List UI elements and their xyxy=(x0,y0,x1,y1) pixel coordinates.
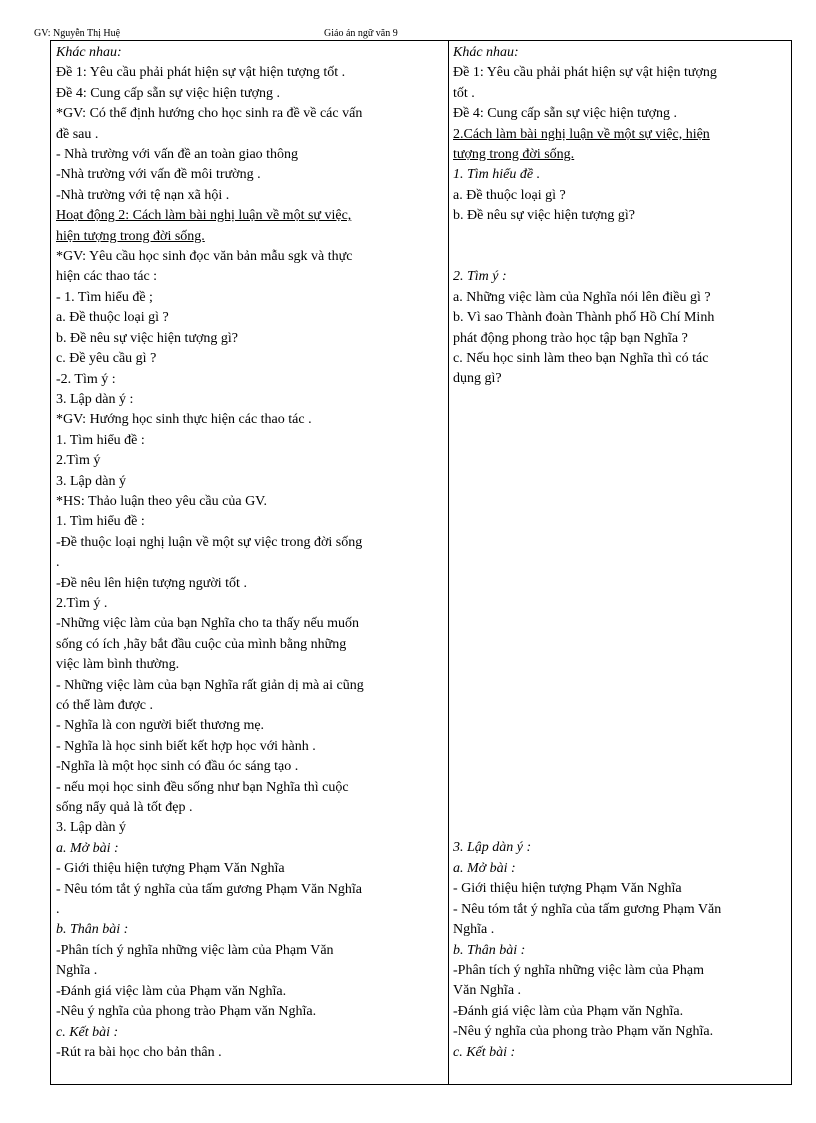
text-line: 3. Lập dàn ý xyxy=(56,473,126,489)
text-line: - Giới thiệu hiện tượng Phạm Văn Nghĩa xyxy=(56,861,285,877)
text-line: Đề 1: Yêu cầu phải phát hiện sự vật hiện tượng tốt . xyxy=(56,65,346,81)
text-line: -Những việc làm của bạn Nghĩa cho ta thấy nếu muốn xyxy=(56,616,360,632)
text-line: 3. Lập dàn ý : xyxy=(56,391,134,407)
section-heading: Hoạt động 2: Cách làm bài nghị luận về một sự việc, xyxy=(56,208,352,224)
text-line: -Nêu ý nghĩa của phong trào Phạm văn Nghĩa. xyxy=(453,1024,714,1040)
spacer xyxy=(453,247,787,267)
text-line: sống có ích ,hãy bắt đầu cuộc của mình bằng những xyxy=(56,636,347,652)
text-line: Đề 4: Cung cấp sẵn sự việc hiện tượng . xyxy=(56,85,280,101)
text-line: . xyxy=(56,555,60,571)
text-line: b. Thân bài : xyxy=(453,942,526,958)
text-line: 2.Tìm ý . xyxy=(56,595,108,611)
text-line: việc làm bình thường. xyxy=(56,657,180,673)
text-line: - Những việc làm của bạn Nghĩa rất giản dị mà ai cũng xyxy=(56,677,364,693)
text-line: c. Kết bài : xyxy=(56,1024,119,1040)
document-title: Giáo án ngữ văn 9 xyxy=(324,28,398,39)
text-line: - 1. Tìm hiểu đề ; xyxy=(56,289,153,305)
spacer xyxy=(453,227,787,247)
text-line: Nghĩa . xyxy=(453,922,495,938)
text-line: - Nghĩa là con người biết thương mẹ. xyxy=(56,718,265,734)
text-line: a. Đề thuộc loại gì ? xyxy=(453,187,566,203)
text-line: -Nghĩa là một học sinh có đầu óc sáng tạo . xyxy=(56,759,299,775)
text-line: Khác nhau: xyxy=(453,45,519,60)
lesson-table xyxy=(50,40,792,1085)
text-line: *GV: Yêu cầu học sinh đọc văn bản mẫu sgk và thực xyxy=(56,249,353,265)
text-line: - Giới thiệu hiện tượng Phạm Văn Nghĩa xyxy=(453,881,682,897)
text-line: 2.Tìm ý xyxy=(56,453,101,469)
text-line: -Đánh giá việc làm của Phạm văn Nghĩa. xyxy=(453,1003,684,1019)
text-line: -Phân tích ý nghĩa những việc làm của Phạm Văn xyxy=(56,942,334,958)
text-line: -Đề thuộc loại nghị luận về một sự việc trong đời sống xyxy=(56,534,363,550)
text-line: Đề 1: Yêu cầu phải phát hiện sự vật hiện tượng xyxy=(453,65,717,81)
text-line: có thể làm được . xyxy=(56,698,154,713)
text-line: dụng gì? xyxy=(453,371,502,387)
text-line: sống nẩy quả là tốt đẹp . xyxy=(56,800,193,816)
text-line: c. Đề yêu cầu gì ? xyxy=(56,351,157,367)
text-line: a. Những việc làm của Nghĩa nói lên điều gì ? xyxy=(453,289,711,305)
section-heading: tượng trong đời sống. xyxy=(453,147,575,163)
text-line: -Nhà trường với tệ nạn xã hội . xyxy=(56,187,230,203)
column-divider xyxy=(448,41,449,1084)
text-line: phát động phong trào học tập bạn Nghĩa ? xyxy=(453,330,688,346)
text-line: Đề 4: Cung cấp sẵn sự việc hiện tượng . xyxy=(453,106,677,122)
text-line: *GV: Có thể định hướng cho học sinh ra đề về các vấn xyxy=(56,106,363,122)
text-line: 1. Tìm hiểu đề . xyxy=(453,167,541,183)
text-line: Nghĩa . xyxy=(56,963,98,979)
section-heading: 2.Cách làm bài nghị luận về một sự việc, hiện xyxy=(453,126,710,142)
text-line: -Phân tích ý nghĩa những việc làm của Phạm xyxy=(453,962,704,978)
text-line: - Nêu tóm tắt ý nghĩa của tấm gương Phạm Văn xyxy=(453,901,722,917)
text-line: hiện các thao tác : xyxy=(56,269,158,285)
text-line: -Rút ra bài học cho bản thân . xyxy=(56,1044,222,1060)
text-line: b. Đề nêu sự việc hiện tượng gì? xyxy=(56,330,238,346)
text-line: đề sau . xyxy=(56,126,99,142)
text-line: Văn Nghĩa . xyxy=(453,983,522,999)
text-line: c. Kết bài : xyxy=(453,1044,516,1060)
teacher-name: GV: Nguyễn Thị Huệ xyxy=(34,28,121,39)
text-line: - Nhà trường với vấn đề an toàn giao thông xyxy=(56,147,299,163)
left-column-activities xyxy=(56,43,441,1063)
text-line: - Nghĩa là học sinh biết kết hợp học với hành . xyxy=(56,738,316,754)
text-line: *HS: Thảo luận theo yêu cầu của GV. xyxy=(56,493,267,509)
text-line: Khác nhau: xyxy=(56,45,122,60)
text-line: -Nêu ý nghĩa của phong trào Phạm văn Nghĩa. xyxy=(56,1004,317,1020)
text-line: - nếu mọi học sinh đều sống như bạn Nghĩa thì cuộc xyxy=(56,779,349,795)
text-line: -Nhà trường với vấn đề môi trường . xyxy=(56,167,261,183)
right-column-content xyxy=(453,43,787,1063)
text-line: -Đề nêu lên hiện tượng người tốt . xyxy=(56,575,247,591)
text-line: tốt . xyxy=(453,85,475,101)
text-line: - Nêu tóm tắt ý nghĩa của tấm gương Phạm Văn Nghĩa xyxy=(56,881,362,897)
text-line: 3. Lập dàn ý xyxy=(56,820,126,836)
text-line: a. Đề thuộc loại gì ? xyxy=(56,310,169,326)
text-line: a. Mở bài : xyxy=(56,840,119,856)
text-line: b. Vì sao Thành đoàn Thành phố Hồ Chí Minh xyxy=(453,310,715,326)
text-line: 1. Tìm hiểu đề : xyxy=(56,432,145,448)
text-line: 1. Tìm hiểu đề : xyxy=(56,514,145,530)
page-header xyxy=(34,27,794,41)
text-line: -Đánh giá việc làm của Phạm văn Nghĩa. xyxy=(56,983,287,999)
text-line: b. Thân bài : xyxy=(56,922,129,938)
text-line: c. Nếu học sinh làm theo bạn Nghĩa thì có tác xyxy=(453,351,709,367)
text-line: a. Mở bài : xyxy=(453,860,516,876)
text-line: 2. Tìm ý : xyxy=(453,269,507,285)
text-line: *GV: Hướng học sinh thực hiện các thao tác . xyxy=(56,412,312,428)
text-line: 3. Lập dàn ý : xyxy=(453,840,532,856)
text-line: b. Đề nêu sự việc hiện tượng gì? xyxy=(453,208,635,224)
text-line: . xyxy=(56,902,60,918)
section-heading: hiện tượng trong đời sống. xyxy=(56,228,205,244)
text-line: -2. Tìm ý : xyxy=(56,371,116,387)
